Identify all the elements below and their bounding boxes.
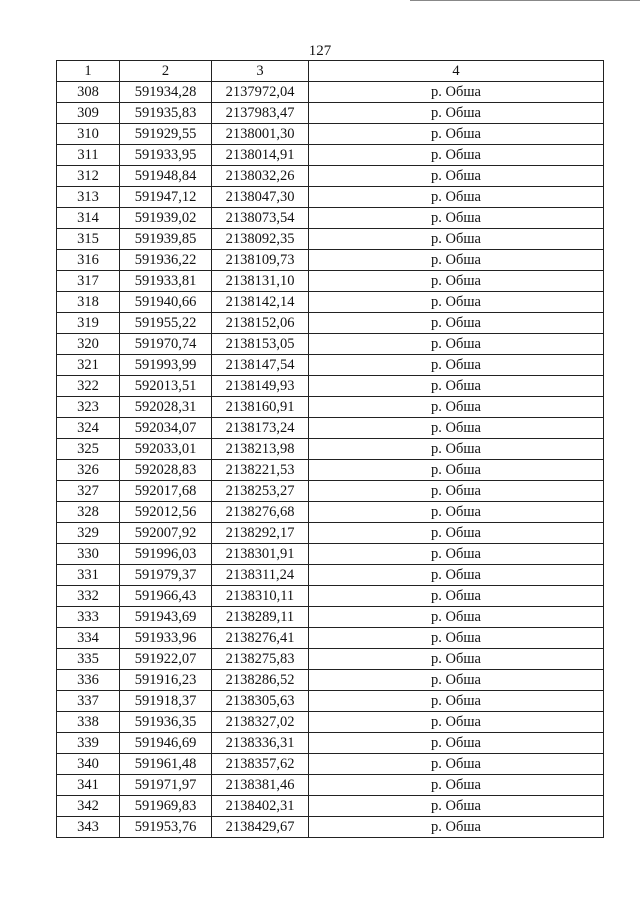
description-cell: р. Обша (309, 271, 604, 292)
description-cell: р. Обша (309, 481, 604, 502)
y-coordinate-cell: 2138149,93 (212, 376, 309, 397)
description-cell: р. Обша (309, 628, 604, 649)
point-number-cell: 331 (57, 565, 120, 586)
table-row (57, 796, 604, 817)
description-cell: р. Обша (309, 82, 604, 103)
description-cell: р. Обша (309, 607, 604, 628)
table-row (57, 145, 604, 166)
table-row (57, 103, 604, 124)
description-cell: р. Обша (309, 187, 604, 208)
x-coordinate-cell: 591966,43 (120, 586, 212, 607)
point-number-cell: 326 (57, 460, 120, 481)
description-cell: р. Обша (309, 355, 604, 376)
y-coordinate-cell: 2138253,27 (212, 481, 309, 502)
description-cell: р. Обша (309, 544, 604, 565)
x-coordinate-cell: 591970,74 (120, 334, 212, 355)
point-number-cell: 313 (57, 187, 120, 208)
x-coordinate-cell: 591916,23 (120, 670, 212, 691)
x-coordinate-cell: 591933,95 (120, 145, 212, 166)
table-row (57, 124, 604, 145)
point-number-cell: 336 (57, 670, 120, 691)
y-coordinate-cell: 2138289,11 (212, 607, 309, 628)
scan-edge-line (410, 0, 640, 2)
description-cell: р. Обша (309, 565, 604, 586)
description-cell: р. Обша (309, 586, 604, 607)
x-coordinate-cell: 591943,69 (120, 607, 212, 628)
point-number-cell: 334 (57, 628, 120, 649)
table-row (57, 82, 604, 103)
y-coordinate-cell: 2138301,91 (212, 544, 309, 565)
x-coordinate-cell: 591939,02 (120, 208, 212, 229)
x-coordinate-cell: 591936,22 (120, 250, 212, 271)
description-cell: р. Обша (309, 775, 604, 796)
table-row (57, 376, 604, 397)
point-number-cell: 338 (57, 712, 120, 733)
table-row (57, 775, 604, 796)
description-cell: р. Обша (309, 250, 604, 271)
x-coordinate-cell: 591969,83 (120, 796, 212, 817)
x-coordinate-cell: 591940,66 (120, 292, 212, 313)
y-coordinate-cell: 2138131,10 (212, 271, 309, 292)
table-row (57, 271, 604, 292)
y-coordinate-cell: 2138327,02 (212, 712, 309, 733)
table-row (57, 628, 604, 649)
y-coordinate-cell: 2138092,35 (212, 229, 309, 250)
table-row (57, 208, 604, 229)
x-coordinate-cell: 591935,83 (120, 103, 212, 124)
table-row (57, 229, 604, 250)
point-number-cell: 323 (57, 397, 120, 418)
point-number-cell: 321 (57, 355, 120, 376)
point-number-cell: 330 (57, 544, 120, 565)
point-number-cell: 332 (57, 586, 120, 607)
y-coordinate-cell: 2138001,30 (212, 124, 309, 145)
description-cell: р. Обша (309, 376, 604, 397)
table-row (57, 166, 604, 187)
point-number-cell: 312 (57, 166, 120, 187)
y-coordinate-cell: 2138276,41 (212, 628, 309, 649)
table-row (57, 187, 604, 208)
point-number-cell: 308 (57, 82, 120, 103)
y-coordinate-cell: 2138142,14 (212, 292, 309, 313)
coordinates-table (56, 60, 604, 838)
table-row (57, 754, 604, 775)
point-number-cell: 310 (57, 124, 120, 145)
table-row (57, 460, 604, 481)
table-row (57, 817, 604, 838)
description-cell: р. Обша (309, 397, 604, 418)
y-coordinate-cell: 2138032,26 (212, 166, 309, 187)
description-cell: р. Обша (309, 712, 604, 733)
x-coordinate-cell: 591996,03 (120, 544, 212, 565)
table-row (57, 397, 604, 418)
y-coordinate-cell: 2138213,98 (212, 439, 309, 460)
column-header-1: 1 (57, 61, 120, 82)
description-cell: р. Обша (309, 418, 604, 439)
description-cell: р. Обша (309, 229, 604, 250)
y-coordinate-cell: 2138310,11 (212, 586, 309, 607)
description-cell: р. Обша (309, 166, 604, 187)
description-cell: р. Обша (309, 670, 604, 691)
point-number-cell: 322 (57, 376, 120, 397)
column-header-4: 4 (309, 61, 604, 82)
column-header-2: 2 (120, 61, 212, 82)
y-coordinate-cell: 2138311,24 (212, 565, 309, 586)
y-coordinate-cell: 2138275,83 (212, 649, 309, 670)
x-coordinate-cell: 591922,07 (120, 649, 212, 670)
description-cell: р. Обша (309, 103, 604, 124)
page-number: 127 (308, 43, 332, 59)
table-row (57, 313, 604, 334)
description-cell: р. Обша (309, 733, 604, 754)
y-coordinate-cell: 2138160,91 (212, 397, 309, 418)
table-row (57, 565, 604, 586)
x-coordinate-cell: 591918,37 (120, 691, 212, 712)
description-cell: р. Обша (309, 691, 604, 712)
y-coordinate-cell: 2137983,47 (212, 103, 309, 124)
table-row (57, 649, 604, 670)
description-cell: р. Обша (309, 439, 604, 460)
point-number-cell: 314 (57, 208, 120, 229)
point-number-cell: 317 (57, 271, 120, 292)
x-coordinate-cell: 591953,76 (120, 817, 212, 838)
table-row (57, 670, 604, 691)
x-coordinate-cell: 591933,81 (120, 271, 212, 292)
point-number-cell: 318 (57, 292, 120, 313)
table-row (57, 439, 604, 460)
header-row (57, 61, 604, 82)
x-coordinate-cell: 591993,99 (120, 355, 212, 376)
table-row (57, 712, 604, 733)
table-row (57, 607, 604, 628)
point-number-cell: 339 (57, 733, 120, 754)
y-coordinate-cell: 2138357,62 (212, 754, 309, 775)
x-coordinate-cell: 591946,69 (120, 733, 212, 754)
y-coordinate-cell: 2138336,31 (212, 733, 309, 754)
point-number-cell: 325 (57, 439, 120, 460)
x-coordinate-cell: 591955,22 (120, 313, 212, 334)
x-coordinate-cell: 591971,97 (120, 775, 212, 796)
point-number-cell: 341 (57, 775, 120, 796)
y-coordinate-cell: 2138147,54 (212, 355, 309, 376)
y-coordinate-cell: 2137972,04 (212, 82, 309, 103)
description-cell: р. Обша (309, 292, 604, 313)
x-coordinate-cell: 591948,84 (120, 166, 212, 187)
y-coordinate-cell: 2138152,06 (212, 313, 309, 334)
x-coordinate-cell: 591929,55 (120, 124, 212, 145)
y-coordinate-cell: 2138381,46 (212, 775, 309, 796)
point-number-cell: 343 (57, 817, 120, 838)
x-coordinate-cell: 591961,48 (120, 754, 212, 775)
table-row (57, 481, 604, 502)
table-row (57, 502, 604, 523)
y-coordinate-cell: 2138402,31 (212, 796, 309, 817)
y-coordinate-cell: 2138286,52 (212, 670, 309, 691)
table-row (57, 523, 604, 544)
point-number-cell: 327 (57, 481, 120, 502)
description-cell: р. Обша (309, 208, 604, 229)
description-cell: р. Обша (309, 817, 604, 838)
table-row (57, 292, 604, 313)
point-number-cell: 335 (57, 649, 120, 670)
table-row (57, 334, 604, 355)
x-coordinate-cell: 591934,28 (120, 82, 212, 103)
x-coordinate-cell: 592034,07 (120, 418, 212, 439)
y-coordinate-cell: 2138173,24 (212, 418, 309, 439)
y-coordinate-cell: 2138221,53 (212, 460, 309, 481)
y-coordinate-cell: 2138109,73 (212, 250, 309, 271)
point-number-cell: 315 (57, 229, 120, 250)
point-number-cell: 309 (57, 103, 120, 124)
description-cell: р. Обша (309, 502, 604, 523)
description-cell: р. Обша (309, 754, 604, 775)
point-number-cell: 337 (57, 691, 120, 712)
table-row (57, 733, 604, 754)
description-cell: р. Обша (309, 145, 604, 166)
column-header-3: 3 (212, 61, 309, 82)
point-number-cell: 342 (57, 796, 120, 817)
table-row (57, 586, 604, 607)
x-coordinate-cell: 591933,96 (120, 628, 212, 649)
table-row (57, 418, 604, 439)
point-number-cell: 340 (57, 754, 120, 775)
x-coordinate-cell: 592013,51 (120, 376, 212, 397)
x-coordinate-cell: 592033,01 (120, 439, 212, 460)
y-coordinate-cell: 2138073,54 (212, 208, 309, 229)
table-row (57, 250, 604, 271)
x-coordinate-cell: 591979,37 (120, 565, 212, 586)
description-cell: р. Обша (309, 523, 604, 544)
point-number-cell: 333 (57, 607, 120, 628)
table-row (57, 691, 604, 712)
description-cell: р. Обша (309, 124, 604, 145)
point-number-cell: 316 (57, 250, 120, 271)
y-coordinate-cell: 2138014,91 (212, 145, 309, 166)
table-row (57, 544, 604, 565)
point-number-cell: 320 (57, 334, 120, 355)
x-coordinate-cell: 591936,35 (120, 712, 212, 733)
x-coordinate-cell: 591947,12 (120, 187, 212, 208)
table-row (57, 355, 604, 376)
point-number-cell: 324 (57, 418, 120, 439)
description-cell: р. Обша (309, 796, 604, 817)
y-coordinate-cell: 2138292,17 (212, 523, 309, 544)
x-coordinate-cell: 592028,31 (120, 397, 212, 418)
point-number-cell: 319 (57, 313, 120, 334)
y-coordinate-cell: 2138429,67 (212, 817, 309, 838)
point-number-cell: 311 (57, 145, 120, 166)
description-cell: р. Обша (309, 334, 604, 355)
y-coordinate-cell: 2138047,30 (212, 187, 309, 208)
x-coordinate-cell: 591939,85 (120, 229, 212, 250)
description-cell: р. Обша (309, 649, 604, 670)
x-coordinate-cell: 592012,56 (120, 502, 212, 523)
description-cell: р. Обша (309, 313, 604, 334)
table-header (57, 61, 604, 82)
x-coordinate-cell: 592028,83 (120, 460, 212, 481)
point-number-cell: 329 (57, 523, 120, 544)
description-cell: р. Обша (309, 460, 604, 481)
x-coordinate-cell: 592017,68 (120, 481, 212, 502)
y-coordinate-cell: 2138276,68 (212, 502, 309, 523)
table-body (57, 82, 604, 838)
y-coordinate-cell: 2138305,63 (212, 691, 309, 712)
point-number-cell: 328 (57, 502, 120, 523)
x-coordinate-cell: 592007,92 (120, 523, 212, 544)
y-coordinate-cell: 2138153,05 (212, 334, 309, 355)
